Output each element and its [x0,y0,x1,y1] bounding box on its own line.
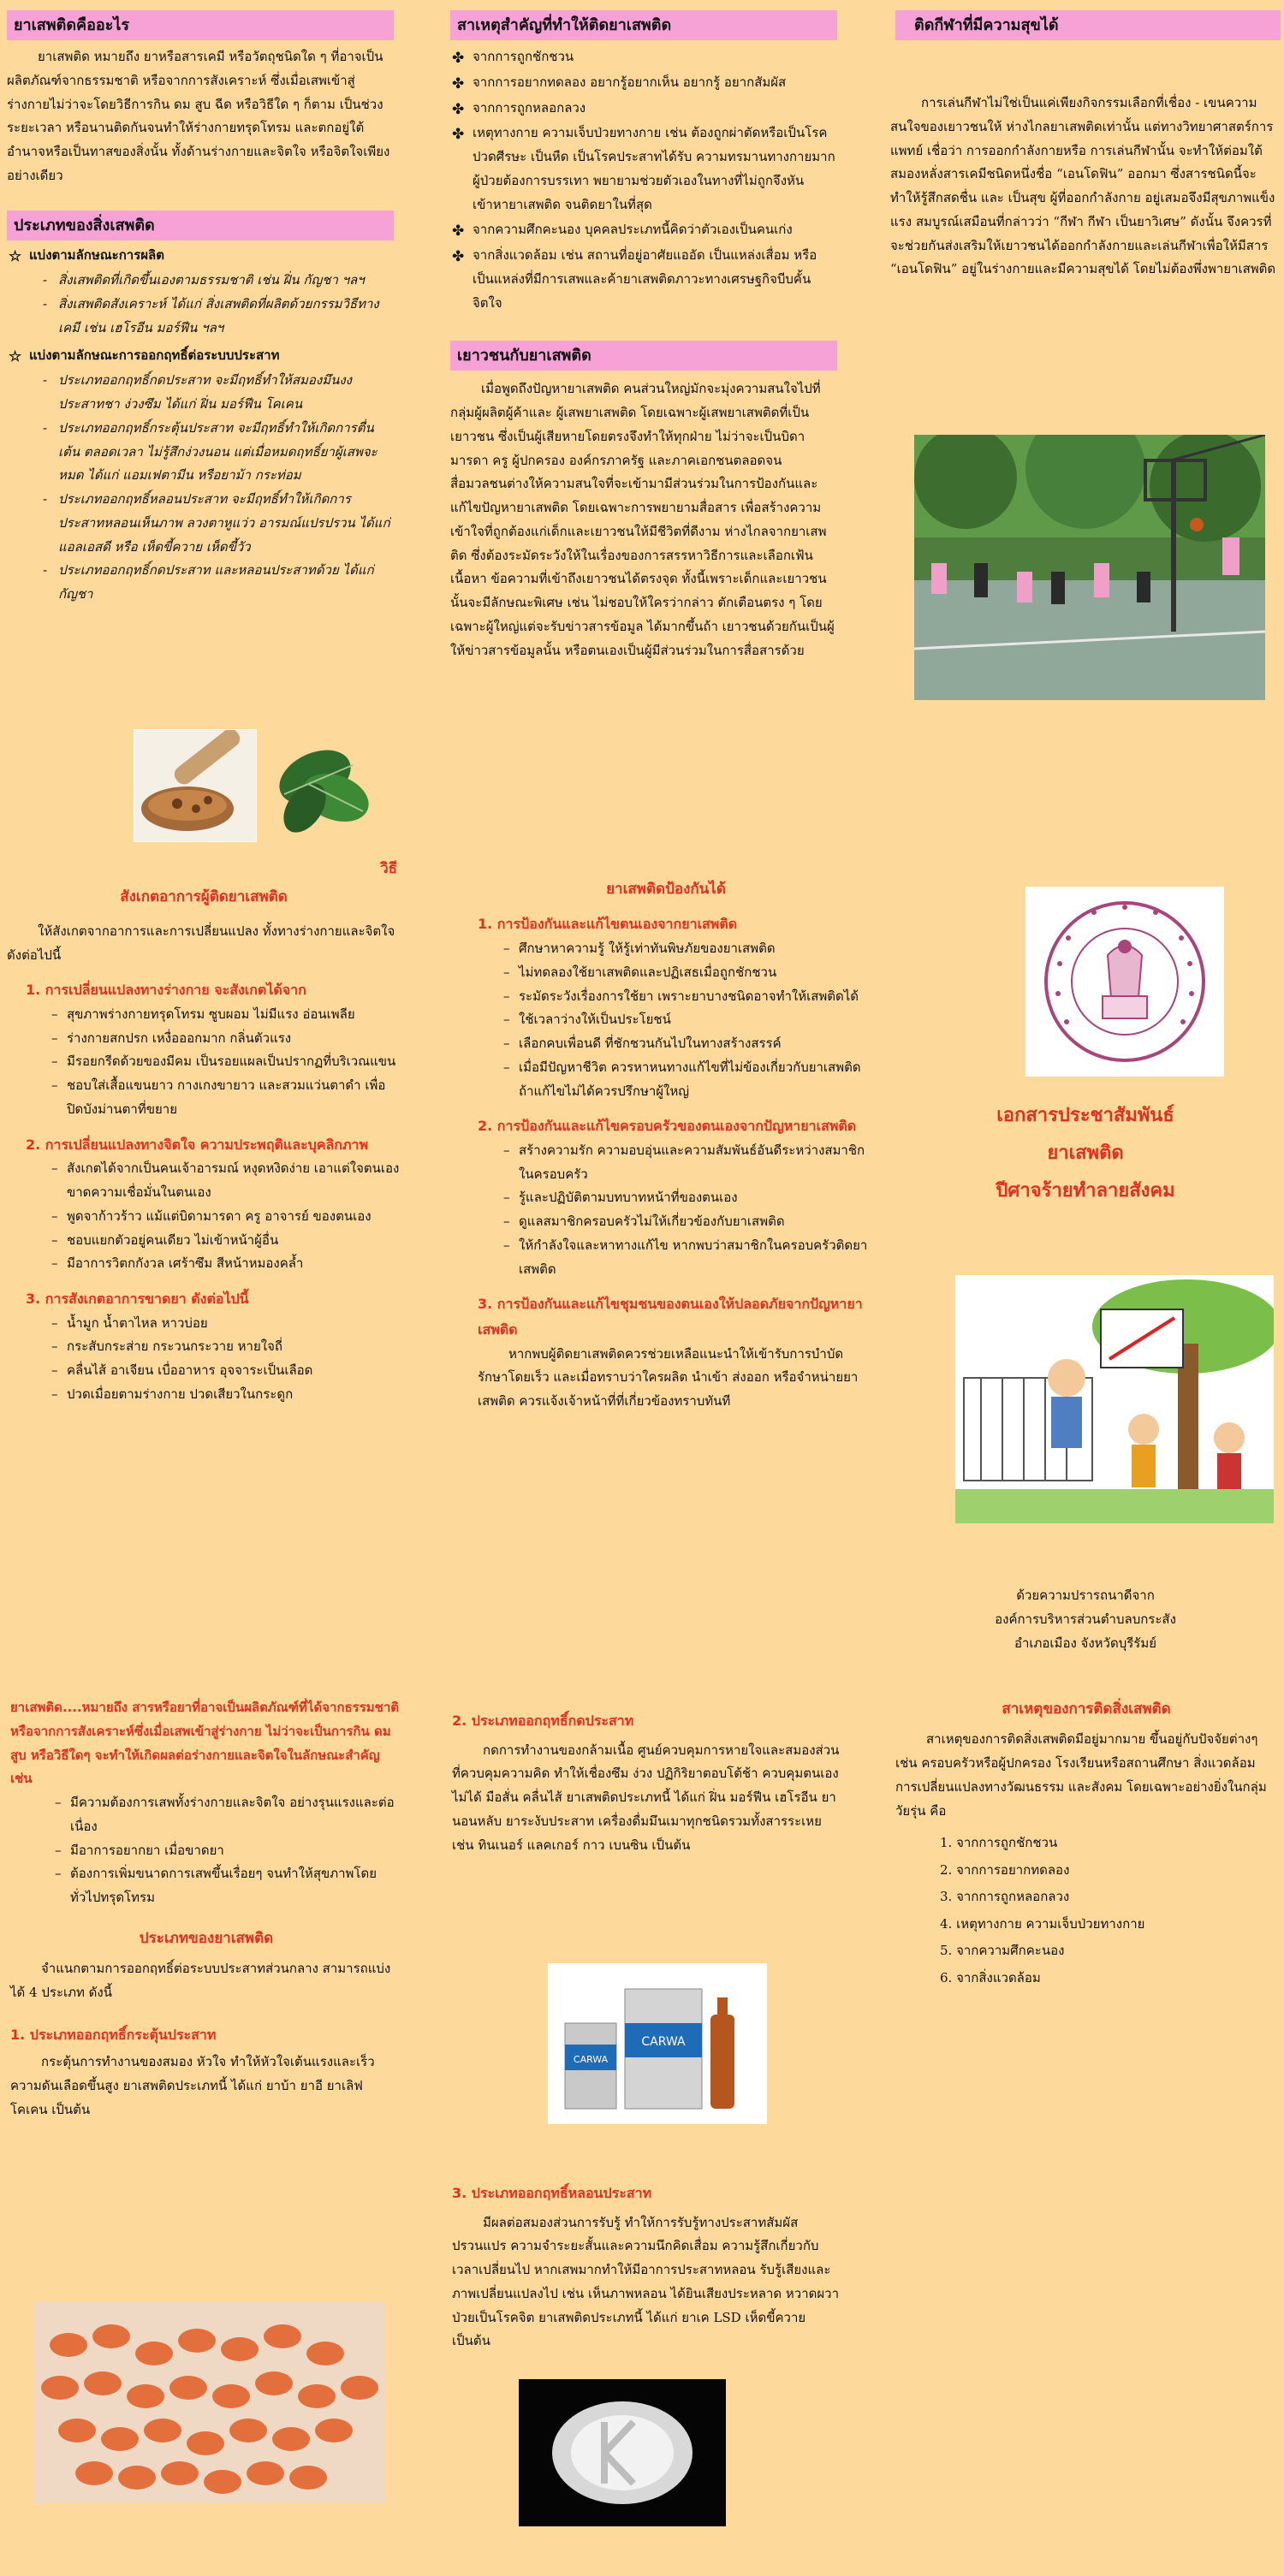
ketamine-photo [519,2379,726,2526]
col2-middle [459,876,873,1414]
list-item: – ระมัดระวังเรื่องการใช้ยา เพราะยาบางชนิดอาจทำให้เสพติดได้ [503,988,859,1004]
list-item: - ประเภทออกฤทธิ์กดประสาท และหลอนประสาทด้วย ได้แก่ กัญชา [43,562,374,602]
bullet-icon: ✤ [452,74,465,92]
list-item: – กระสับกระส่าย กระวนกระวาย หายใจถี่ [51,1338,282,1355]
hallucinogen-text: มีผลต่อสมองส่วนการรับรู้ ทำให้การรับรู้ทางประสาทสัมผัสปรวนแปร ความจำระยะสั้นและความนึกคิดเสื่อม ความรู้สึกเกี่ยวกับเวลาเปลี่ยนไป หากเสพมากทำให้มีอาการประสาทหลอน รับรู้เสียงและภาพเปลี่ยนแปลงไป เช่น เห็นภาพหลอน ได้ยินเสียงประหลาด หวาดผวา ป่วยเป็นโรคจิต ยาเสพติดประเภทนี้ ได้แก่ ยาเค LSD เห็ดขี้ควาย เป็นต้น [452,2214,840,2349]
main-causes-list [450,45,837,315]
col1-bottom [10,1696,402,2122]
bullet-icon: ✤ [452,126,465,144]
col2-top [450,10,837,662]
organization-seal [1025,887,1224,1077]
bullet-icon: ✤ [452,223,465,240]
list-item: ✤ จากการถูกหลอกลวง [450,97,837,121]
community-prevention-heading: 3. การป้องกันและแก้ไขชุมชนของตนเองให้ปลอดภัยจากปัญหายาเสพติด [478,1296,863,1338]
signs-title: สังเกตอาการผู้ติดยาเสพติด [120,888,288,906]
drug-kinds-text: จำแนกตามการออกฤทธิ์ต่อระบบประสาทส่วนกลาง สามารถแบ่งได้ 4 ประเภท ดังนี้ [10,1961,391,2000]
credit-line: ด้วยความปรารถนาดีจาก [1016,1588,1155,1603]
list-item: – ต้องการเพิ่มขนาดการเสพขึ้นเรื่อยๆ จนทำให้สุขภาพโดยทั่วไปทรุดโทรม [55,1866,377,1905]
by-origin-list [7,244,394,268]
by-origin-heading: ☆ แบ่งตามลักษณะการผลิต [7,244,394,268]
pr-title-line1: เอกสารประชาสัมพันธ์ [996,1105,1174,1126]
can-label: CARWA [573,2054,609,2065]
pr-title-line2: ยาเสพติด [1047,1143,1124,1164]
pr-title-line3: ปีศาจร้ายทำลายสังคม [996,1180,1175,1202]
list-item: – ชอบแยกตัวอยู่คนเดียว ไม่เข้าหน้าผู้อื่น [51,1232,279,1248]
list-item: 6. จากสิ่งแวดล้อม [940,1969,1041,1985]
list-item: – น้ำมูก น้ำตาไหล หาวบ่อย [51,1315,208,1331]
star-icon: ☆ [9,247,22,265]
stimulant-heading: 1. ประเภทออกฤทธิ์กระตุ้นประสาท [10,2026,217,2043]
youth-text: เมื่อพูดถึงปัญหายาเสพติด คนส่วนใหญ่มักจะมุ่งความสนใจไปที่กลุ่มผู้ผลิตผู้ค้าและ ผู้เสพยาเสพติด โดยเฉพาะผู้เสพยาเสพติดที่เป็นเยาวชน ซึ่งเป็นผู้เสียหายโดยตรงจึงทำให้ทุกฝ่าย ไม่ว่าจะเป็นบิดามารดา ครู ผู้ปกครอง องค์กรภาครัฐ และภาคเอกชนตลอดจนสื่อมวลชนต่างให้ความสนใจที่จะเข้ามามีส่วนร่วมในการป้องกันและแก้ไขปัญหายาเสพติด โดยเฉพาะการพยายามสื่อสาร เพื่อสร้างความเข้าใจที่ถูกต้องแก่เด็กและเยาวชนให้มีชีวิตที่ดีงาม ห่างไกลจากยาเสพติด ซึ่งต้องระมัดระวังให้ในเรื่องของการสรรหาวิธีการและเลือกเฟ้นเนื้อหา ข้อความที่เข้าถึงเยาวชนได้ตรงจุด ทั้งนี้เพราะเด็กและเยาวชนนั้นจะมีลักษณะพิเศษ เช่น ไม่ชอบให้ใครว่ากล่าว ตักเตือนตรง ๆ โดยเฉพาะผู้ใหญ่แต่จะรับข่าวสารข้อมูล ได้มากขึ้นถ้า เยาวชนด้วยกันเป็นผู้ให้ข่าวสารข้อมูลนั้น หรือตนเองเป็นผู้มีส่วนร่วมในการสื่อสารด้วย [450,381,835,658]
col1-top [7,10,394,607]
by-effect-heading: ☆ แบ่งตามลักษณะการออกฤทธิ์ต่อระบบประสาท [7,344,394,368]
sports-header: ติดกีฬาที่มีความสุขได้ [895,10,1281,40]
drug-kinds-title: ประเภทของยาเสพติด [139,1929,274,1947]
col3-top [890,10,1277,282]
list-item: - สิ่งเสพติดสังเคราะห์ ได้แก่ สิ่งเสพติดที่ผลิตด้วยกรรมวิธีทางเคมี เช่น เฮโรอีน มอร์ฟีน ฯลฯ [43,296,379,335]
list-item: ✤ จากความศึกคะนอง บุคคลประเภทนี้คิดว่าตัวเองเป็นคนเก่ง [450,218,837,242]
list-item: – มีรอยกรีดด้วยของมีคม เป็นรอยแผลเป็นปรากฏที่บริเวณแขน [51,1054,396,1070]
bullet-icon: ✤ [452,248,465,265]
list-item: – ใช้เวลาว่างให้เป็นประโยชน์ [503,1012,671,1028]
by-effect-list [7,344,394,368]
list-item: 5. จากความศึกคะนอง [940,1943,1065,1959]
list-item: – ศึกษาหาความรู้ ให้รู้เท่าทันพิษภัยของยาเสพติด [503,941,776,957]
list-item: - ประเภทออกฤทธิ์กดประสาท จะมีฤทธิ์ทำให้สมองมึนงง ประสาทชา ง่วงซึม ได้แก่ ฝิ่น มอร์ฟีน โคเคน [43,372,353,412]
mental-change-heading: 2. การเปลี่ยนแปลงทางจิตใจ ความประพฤติและบุคลิกภาพ [26,1136,369,1153]
addiction-causes-title: สาเหตุของการติดสิ่งเสพติด [1002,1701,1171,1718]
list-item: ✤ จากการถูกชักชวน [450,45,837,69]
addiction-causes-list [895,1830,1277,1991]
kratom-leaf-photo [267,734,377,837]
col2-bottom2 [452,2181,844,2353]
depressant-text: กดการทำงานของกล้ามเนื้อ ศูนย์ควบคุมการหายใจและสมองส่วนที่ควบคุมความคิด ทำให้เชื่องซึม ง่วง ปฏิกิริยาตอบโต้ช้า ควบคุมตนเองไม่ได้ มือสั่น คลื่นไส้ ยาเสพติดประเภทนี้ ได้แก่ ฝิ่น มอร์ฟีน เฮโรอีน ยานอนหลับ ยาระงับประสาท เครื่องดื่มมึนเมาทุกชนิดรวมทั้งสารระเหย เช่น ทินเนอร์ แลคเกอร์ กาว เบนซิน เป็นต้น [452,1742,840,1853]
list-item: – ปวดเมื่อยตามร่างกาย ปวดเสียวในกระดูก [51,1386,294,1402]
pills-photo [34,2302,385,2503]
drug-definition-text: ยาเสพติด....หมายถึง สารหรือยาที่อาจเป็นผลิตภัณฑ์ที่ได้จากธรรมชาติ หรือจากการสังเคราะห์ซึ่งเมื่อเสพเข้าสู่ร่างกาย ไม่ว่าจะเป็นการกิน ดม สูบ หรือวิธีใดๆ จะทำให้เกิดผลต่อร่างกายและจิตใจในลักษณะสำคัญ เช่น [10,1700,400,1787]
family-prevention-heading: 2. การป้องกันและแก้ไขครอบครัวของตนเองจากปัญหายาเสพติด [478,1118,857,1135]
list-item: – สังเกตได้จากเป็นคนเจ้าอารมณ์ หงุดหงิดง่าย เอาแต่ใจตนเอง ขาดความเชื่อมั่นในตนเอง [51,1160,400,1201]
what-is-drug-text: ยาเสพติด หมายถึง ยาหรือสารเคมี หรือวัตถุชนิดใด ๆ ที่อาจเป็นผลิตภัณฑ์จากธรรมชาติ หรือจากการสังเคราะห์ ซึ่งเมื่อเสพเข้าสู่ร่างกายไม่ว่าจะโดยวิธีการกิน ดม สูบ ฉีด หรือวิธีใด ๆ ก็ตาม เป็นช่วงระยะเวลา หรือนานติดกันจนทำให้ร่างกายทรุดโทรม และตกอยู่ใต้อำนาจหรือเป็นทาสของสิ่งนั้น ทั้งด้านร่างกายและจิตใจ หรือจิตใจเพียงอย่างเดียว [7,49,390,183]
col3-bottom [895,1696,1277,1991]
list-item: – คลื่นไส้ อาเจียน เบื่ออาหาร อุจจาระเป็นเลือด [51,1362,313,1379]
opium-pipe-photo [134,729,257,842]
list-item: – เมื่อมีปัญหาชีวิต ควรหาหนทางแก้ไขที่ไม่ข้องเกี่ยวกับยาเสพติด ถ้าแก้ไขไม่ได้ควรปรึกษาผู้ใหญ่ [503,1059,861,1099]
list-item: 3. จากการถูกหลอกลวง [940,1889,1070,1905]
list-item: – รู้และปฏิบัติตามบทบาทหน้าที่ของตนเอง [503,1190,738,1206]
col2-bottom [452,1708,844,1857]
list-item: ✤ จากสิ่งแวดล้อม เช่น สถานที่อยู่อาศัยแออัด เป็นแหล่งเสื่อม หรือเป็นแหล่งที่มีการเสพและค้ายาเสพติดภาวะทางเศรษฐกิจบีบคั้นจิตใจ [450,244,837,315]
bullet-icon: ✤ [452,50,465,67]
list-item: – พูดจาก้าวร้าว แม้แต่บิดามารดา ครู อาจารย์ ของตนเอง [51,1208,372,1224]
community-prevention-text: หากพบผู้ติดยาเสพติดควรช่วยเหลือแนะนำให้เข้ารับการบำบัดรักษาโดยเร็ว และเมื่อทราบว่าใครผลิต นำเข้า ส่งออก หรือจำหน่ายยาเสพติด ควรแจ้งเจ้าหน้าที่ที่เกี่ยวข้องทราบทันที [478,1345,859,1410]
addiction-causes-text: สาเหตุของการติดสิ่งเสพติดมีอยู่มากมาย ขึ้นอยู่กับปัจจัยต่างๆ เช่น ครอบครัวหรือผู้ปกครอง โรงเรียนหรือสถานศึกษา สิ่งแวดล้อม การเปลี่ยนแปลงทางวัฒนธรรม และสังคม โดยเฉพาะอย่างยิ่งในกลุ่มวัยรุ่น คือ [895,1731,1267,1819]
list-item: - ประเภทออกฤทธิ์กระตุ้นประสาท จะมีฤทธิ์ทำให้เกิดการตื่นเต้น ตลอดเวลา ไม่รู้สึกง่วงนอน แต่เมื่อหมดฤทธิ์ยาผู้เสพจะหมด ได้แก่ แอมเฟตามีน หรือยาม้า กระท่อม [43,419,377,484]
list-item: ✤ จากการอยากทดลอง อยากรู้อยากเห็น อยากรู้ อยากสัมผัส [450,71,837,95]
credits-block [904,1584,1267,1655]
list-item: 4. เหตุทางกาย ความเจ็บป่วยทางกาย [940,1915,1145,1932]
wi-label: วิธี [380,860,397,877]
anti-drug-cartoon [955,1275,1274,1523]
list-item: – ชอบใส่เสื้อแขนยาว กางเกงขายาว และสวมแว่นตาดำ เพื่อปิดบังม่านตาที่ขยาย [51,1077,386,1117]
withdrawal-heading: 3. การสังเกตอาการขาดยา ดังต่อไปนี้ [26,1291,249,1308]
list-item: – มีความต้องการเสพทั้งร่างกายและจิตใจ อย่างรุนแรงและต่อเนื่อง [55,1795,395,1834]
sports-text: การเล่นกีฬาไม่ใช่เป็นแค่เพียงกิจกรรมเลือกที่เชื่อง - เขนความสนใจของเยาวชนให้ ห่างไกลยาเสพติดเท่านั้น แต่ทางวิทยาศาสตร์การแพทย์ เชื่อว่า การออกกำลังกายหรือ การเล่นกีฬานั้น จะทำให้ต่อมใต้สมองหลั่งสารเคมีชนิดหนึ่งชื่อ “เอนโดฟิน” ออกมา ซึ่งสารชนิดนี้จะทำให้รู้สึกสดชื่น และ เป็นสุข ผู้ที่ออกกำลังกาย อยู่เสมอจึงมีสุขภาพแข็งแรง สมบูรณ์เสมือนที่กล่าวว่า “กีฬา กีฬา เป็นยาวิเศษ” ดังนั้น จึงควรที่จะช่วยกันส่งเสริมให้เยาวชนได้ออกกำลังกายและเล่นกีฬาเพื่อให้มีสาร “เอนโดฟิน” อยู่ในร่างกายและมีความสุขได้ โดยไม่ต้องพึ่งพายาเสพติด [890,95,1276,277]
physical-change-heading: 1. การเปลี่ยนแปลงทางร่างกาย จะสังเกตได้จาก [26,982,306,999]
main-causes-header: สาเหตุสำคัญที่ทำให้ติดยาเสพติด [450,10,837,40]
prevention-title: ยาเสพติดป้องกันได้ [606,881,726,898]
list-item: ✤ เหตุทางกาย ความเจ็บป่วยทางกาย เช่น ต้องถูกผ่าตัดหรือเป็นโรคปวดศีรษะ เป็นหืด เป็นโรคประสาทได้รับ ความทรมานทางกายมากผู้ป่วยต้องการบรรเทา พยายามช่วยตัวเองในทางที่ไม่ถูกจึงหันเข้าหายาเสพติด จนติดยาในที่สุด [450,122,837,217]
list-item: – เลือกคบเพื่อนดี ที่ชักชวนกันไปในทางสร้างสรรค์ [503,1036,782,1052]
basketball-photo [914,435,1265,700]
list-item: 2. จากการอยากทดลอง [940,1861,1070,1878]
list-item: – ร่างกายสกปรก เหงื่อออกมาก กลิ่นตัวแรง [51,1030,292,1046]
list-item: – มีอาการอยากยา เมื่อขาดยา [55,1842,224,1858]
list-item: – สุขภาพร่างกายทรุดโทรม ซูบผอม ไม่มีแรง อ่อนเพลีย [51,1006,355,1022]
list-item: – สร้างความรัก ความอบอุ่นและความสัมพันธ์อันดีระหว่างสมาชิกในครอบครัว [503,1142,865,1182]
list-item: 1. จากการถูกชักชวน [940,1835,1058,1851]
star-icon: ☆ [9,347,22,365]
signs-intro: ให้สังเกตจากอาการและการเปลี่ยนแปลง ทั้งทางร่างกายและจิตใจ ดังต่อไปนี้ [7,923,395,963]
list-item: - สิ่งเสพติดที่เกิดขึ้นเองตามธรรมชาติ เช่น ฝิ่น กัญชา ฯลฯ [43,272,365,288]
credit-line: อำเภอเมือง จังหวัดบุรีรัมย์ [1014,1635,1157,1651]
list-item: - ประเภทออกฤทธิ์หลอนประสาท จะมีฤทธิ์ทำให้เกิดการประสาทหลอนเห็นภาพ ลวงตาหูแว่ว อารมณ์แปรปรวน ได้แก่ แอลเอสดี หรือ เห็ดขี้ควาย เห็ดขี้วัว [43,491,390,555]
youth-header: เยาวชนกับยาเสพติด [450,341,837,371]
list-item: – ให้กำลังใจและหาทางแก้ไข หากพบว่าสมาชิกในครอบครัวติดยาเสพติด [503,1237,868,1277]
can-label: CARWA [641,2035,686,2049]
drug-types-header: ประเภทของสิ่งเสพติด [7,211,394,240]
credit-line: องค์การบริหารส่วนตำบลบกระสัง [995,1611,1176,1627]
list-item: – มีอาการวิตกกังวล เศร้าซึม สีหน้าหมองคล้ำ [51,1255,304,1272]
solvent-cans-photo [548,1963,767,2124]
pr-title-block [904,1097,1267,1210]
hallucinogen-heading: 3. ประเภทออกฤทธิ์หลอนประสาท [452,2185,652,2201]
stimulant-text: กระตุ้นการทำงานของสมอง หัวใจ ทำให้หัวใจเต้นแรงและเร็ว ความดันเลือดขึ้นสูง ยาเสพติดประเภทนี้ ได้แก่ ยาบ้า ยาอี ยาเลิฟ โคเคน เป็นต้น [10,2054,375,2117]
list-item: – ดูแลสมาชิกครอบครัวไม่ให้เกี่ยวข้องกับยาเสพติด [503,1214,785,1230]
col1-middle [7,856,401,1407]
list-item: – ไม่ทดลองใช้ยาเสพติดและปฏิเสธเมื่อถูกชักชวน [503,964,777,980]
depressant-heading: 2. ประเภทออกฤทธิ์กดประสาท [452,1712,634,1729]
bullet-icon: ✤ [452,100,465,118]
self-prevention-heading: 1. การป้องกันและแก้ไขตนเองจากยาเสพติด [478,916,738,933]
what-is-drug-header: ยาเสพติดคืออะไร [7,10,394,40]
